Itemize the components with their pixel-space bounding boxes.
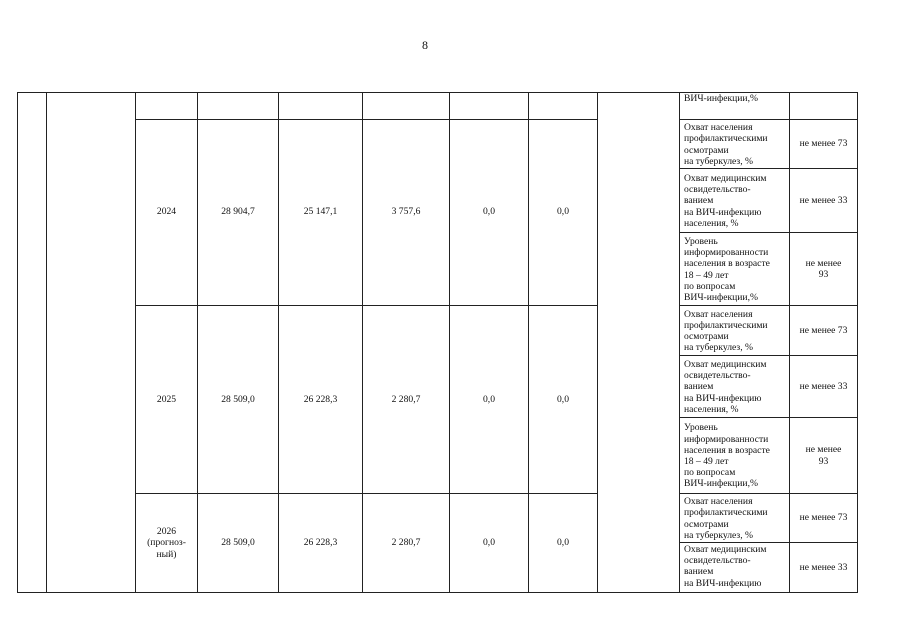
indicator-cell: Охват медицинским освидетельство- ванием на ВИЧ-инфекцию (684, 544, 767, 589)
amount-cell: 3 757,6 (391, 206, 421, 218)
budget-indicators-table (17, 92, 857, 592)
target-cell: не менее 73 (799, 138, 848, 150)
amount-cell: 26 228,3 (303, 537, 338, 549)
total-cell: 28 509,0 (221, 393, 255, 405)
total-cell: 28 509,0 (221, 537, 255, 549)
indicator-cell: Охват населения профилактическими осмотрами на туберкулез, % (684, 308, 768, 354)
target-cell: не менее 73 (799, 324, 848, 336)
amount-cell: 0,0 (483, 393, 495, 405)
amount-cell: 2 280,7 (391, 537, 421, 549)
amount-cell: 25 147,1 (303, 206, 338, 218)
table-border-left (17, 92, 18, 592)
column-divider (597, 92, 598, 592)
table-border-right (857, 92, 858, 592)
amount-cell: 0,0 (557, 537, 569, 549)
target-cell: не менее 33 (799, 194, 848, 206)
page-number: 8 (422, 38, 428, 52)
year-cell: 2024 (156, 206, 177, 218)
indicator-cell: Охват медицинским освидетельство- ванием на ВИЧ-инфекцию населения, % (684, 358, 767, 415)
amount-cell: 0,0 (483, 537, 495, 549)
target-cell: не менее 93 (805, 257, 842, 280)
indicator-cell: ВИЧ-инфекции,% (684, 93, 758, 104)
year-cell: 2025 (156, 393, 177, 405)
indicator-cell: Уровень информированности населения в возрасте 18 – 49 лет по вопросам ВИЧ-инфекции,% (684, 422, 770, 490)
year-cell: 2026 (прогноз- ный) (147, 526, 186, 560)
column-divider (46, 92, 47, 592)
indicator-cell: Охват медицинским освидетельство- ванием на ВИЧ-инфекцию населения, % (684, 172, 767, 229)
indicator-cell: Уровень информированности населения в возрасте 18 – 49 лет по вопросам ВИЧ-инфекции,% (684, 235, 770, 303)
amount-cell: 0,0 (557, 206, 569, 218)
table-border-bottom (17, 592, 858, 593)
amount-cell: 0,0 (483, 206, 495, 218)
indicator-cell: Охват населения профилактическими осмотрами на туберкулез, % (684, 496, 768, 541)
amount-cell: 26 228,3 (303, 393, 338, 405)
amount-cell: 2 280,7 (391, 393, 421, 405)
amount-cell: 0,0 (557, 393, 569, 405)
target-cell: не менее 33 (799, 380, 848, 392)
target-cell: не менее 33 (799, 561, 848, 573)
target-cell: не менее 93 (805, 444, 842, 467)
target-cell: не менее 73 (799, 512, 848, 524)
indicator-cell: Охват населения профилактическими осмотрами на туберкулез, % (684, 122, 768, 167)
total-cell: 28 904,7 (221, 206, 255, 218)
